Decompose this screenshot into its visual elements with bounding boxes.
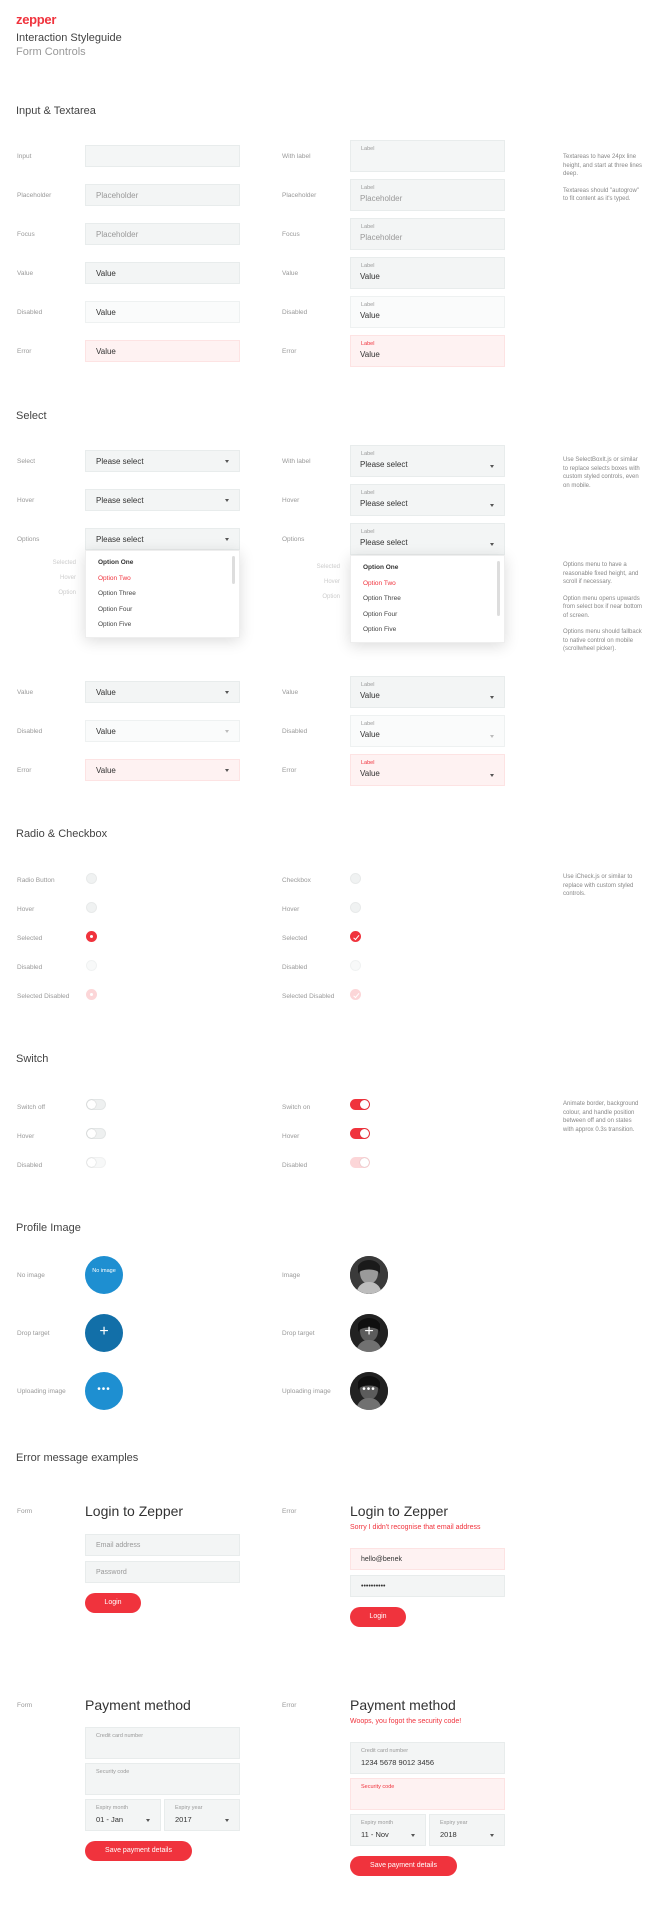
labelled-value-field[interactable] (350, 257, 505, 289)
avatar-uploading[interactable] (85, 1372, 123, 1410)
note: Textareas to have 24px line height, and start at three lines deep. (563, 154, 643, 177)
select-value: Please select (96, 457, 144, 466)
labelled-disabled-field (350, 296, 505, 328)
note: Textareas should "autogrow" to fit content as it's typed. (563, 187, 639, 202)
switch-off-disabled (86, 1157, 106, 1168)
expiry-year-select[interactable] (164, 1799, 240, 1831)
select-value: 01 - Jan (96, 1815, 124, 1824)
option-state-label: Option (58, 590, 76, 596)
option-item[interactable]: Option Two (98, 574, 131, 582)
expiry-month-select[interactable] (85, 1799, 161, 1831)
switch-label: Disabled (282, 1162, 308, 1169)
select-value: Value (96, 727, 116, 736)
section-title-radio: Radio & Checkbox (16, 828, 108, 840)
input-label: Input (17, 153, 32, 160)
labelled-select-box-disabled (350, 715, 505, 747)
caret-down-icon (225, 1819, 229, 1822)
upload-overlay (350, 1372, 388, 1410)
example-label: Error (282, 1702, 297, 1709)
select-box-value[interactable] (85, 681, 240, 703)
checkbox-label: Selected (282, 935, 308, 942)
email-field-error[interactable]: hello@benek (350, 1548, 505, 1570)
note: Option menu opens upwards from select box if near bottom of screen. (563, 595, 643, 619)
login-button[interactable]: Login (350, 1607, 406, 1627)
field-label: Credit card number (96, 1733, 144, 1739)
checkbox-label: Hover (282, 906, 300, 913)
field-label: Label (361, 451, 375, 457)
caret-down-icon (225, 769, 229, 772)
caret-down-icon (225, 499, 229, 502)
radio-button-disabled (86, 960, 97, 971)
select-label: Options (17, 536, 40, 543)
caret-down-icon (146, 1819, 150, 1822)
caret-down-icon (490, 504, 494, 507)
field-label: Label (361, 263, 375, 269)
section-title-errors: Error message examples (16, 1452, 139, 1464)
select-value: Value (360, 769, 380, 778)
select-label: Error (282, 767, 297, 774)
select-value: Value (360, 730, 380, 739)
error-message: Sorry I didn't recognise that email address (350, 1524, 481, 1531)
field-label: Label (361, 721, 375, 727)
error-message: Woops, you fogot the security code! (350, 1718, 462, 1725)
labelled-input-field[interactable] (350, 140, 505, 172)
option-item[interactable]: Option Four (98, 605, 133, 613)
note: Use SelectBoxIt.js or similar to replace selects boxes with custom styled controls, even on mobile. (563, 457, 640, 489)
select-label: Value (17, 689, 34, 696)
radio-label: Selected Disabled (17, 993, 70, 1000)
email-field[interactable]: Email address (85, 1534, 240, 1556)
field-value: Value (360, 311, 380, 320)
no-image-text: No image (92, 1268, 116, 1274)
select-box[interactable] (85, 450, 240, 472)
profile-label: Drop target (282, 1330, 315, 1337)
checkbox-label: Checkbox (282, 877, 311, 884)
switch-off-hover[interactable] (86, 1128, 106, 1139)
radio-button[interactable] (86, 873, 97, 884)
radio-label: Radio Button (17, 877, 55, 884)
labelled-select-box[interactable] (350, 445, 505, 477)
input-label: Value (282, 270, 299, 277)
field-label: Security code (361, 1784, 395, 1790)
option-item[interactable]: Option Four (363, 610, 398, 618)
page-title: Interaction Styleguide (16, 32, 122, 44)
field-label: Label (361, 682, 375, 688)
password-field[interactable]: Password (85, 1561, 240, 1583)
brand-logo: zepper (16, 12, 57, 27)
input-label: Focus (17, 231, 35, 238)
loading-dots-icon: ••• (97, 1384, 111, 1395)
radio-note (563, 873, 643, 907)
section-title-switch: Switch (16, 1053, 49, 1065)
checkbox-selected-disabled (350, 989, 361, 1000)
switch-label: Switch on (282, 1104, 311, 1111)
example-label: Form (17, 1508, 33, 1515)
input-label: Disabled (282, 309, 308, 316)
field-value: 1234 5678 9012 3456 (361, 1758, 434, 1767)
select-label: Disabled (17, 728, 43, 735)
radio-button-hover[interactable] (86, 902, 97, 913)
option-item[interactable]: Option Five (363, 626, 397, 633)
select-label: Hover (282, 497, 300, 504)
section-title-input: Input & Textarea (16, 105, 96, 117)
note: Use iCheck.js or similar to replace with custom styled controls. (563, 874, 634, 897)
radio-button-selected[interactable] (86, 931, 97, 942)
select-value: 2017 (175, 1815, 192, 1824)
input-label: Error (17, 348, 32, 355)
login-title: Login to Zepper (85, 1503, 184, 1519)
switch-label: Disabled (17, 1162, 43, 1169)
option-item[interactable]: Option Three (98, 590, 136, 597)
caret-down-icon (490, 735, 494, 738)
avatar-image[interactable] (350, 1256, 388, 1294)
field-label: Credit card number (361, 1748, 409, 1754)
input-label: Placeholder (282, 192, 317, 199)
security-code-field-error[interactable] (350, 1778, 505, 1810)
select-box-disabled (85, 720, 240, 742)
field-label: Label (361, 760, 375, 766)
option-state-label: Hover (323, 579, 340, 585)
drop-overlay (350, 1314, 388, 1352)
menu-scrollbar[interactable] (232, 556, 235, 584)
avatar-image-uploading[interactable] (350, 1372, 388, 1410)
checkbox-disabled (350, 960, 361, 971)
page-subtitle: Form Controls (16, 46, 86, 58)
option-item[interactable]: Option Three (363, 595, 401, 602)
labelled-select-box-value[interactable] (350, 676, 505, 708)
option-item[interactable]: Option One (363, 564, 399, 571)
input-label: Placeholder (17, 192, 52, 199)
labelled-select-box-open[interactable] (350, 523, 505, 555)
labelled-placeholder-field[interactable] (350, 179, 505, 211)
select-notes-2 (563, 561, 643, 662)
select-label: Options (282, 536, 305, 543)
avatar-no-image[interactable] (85, 1256, 123, 1294)
loading-dots-icon: ••• (362, 1384, 376, 1395)
profile-label: Uploading image (282, 1388, 331, 1395)
example-label: Error (282, 1508, 297, 1515)
field-value: Placeholder (360, 233, 403, 242)
caret-down-icon (225, 730, 229, 733)
option-state-label: Hover (59, 575, 76, 581)
profile-label: Drop target (17, 1330, 50, 1337)
profile-label: No image (17, 1272, 45, 1279)
caret-down-icon (490, 696, 494, 699)
focus-field[interactable]: Placeholder (85, 223, 240, 245)
switch-label: Switch off (17, 1104, 46, 1111)
field-label: Security code (96, 1769, 130, 1775)
error-field[interactable]: Value (85, 340, 240, 362)
portrait-photo-icon (350, 1256, 388, 1294)
labelled-options-menu (350, 555, 505, 643)
field-value: Placeholder (360, 194, 403, 203)
option-item[interactable]: Option Two (363, 579, 396, 587)
select-note-1 (563, 456, 643, 498)
field-label: Label (361, 146, 375, 152)
switch-label: Hover (17, 1133, 35, 1140)
caret-down-icon (490, 543, 494, 546)
input-notes (563, 153, 643, 212)
input-label: Value (17, 270, 34, 277)
select-value: Please select (360, 538, 408, 547)
options-menu (85, 550, 240, 638)
input-label: Error (282, 348, 297, 355)
radio-button-selected-disabled (86, 989, 97, 1000)
input-label: Disabled (17, 309, 43, 316)
profile-label: Image (282, 1272, 301, 1279)
field-label: Label (361, 529, 375, 535)
switch-note (563, 1100, 643, 1142)
note: Options menu to have a reasonable fixed height, and scroll if necessary. (563, 562, 639, 585)
field-value: Value (360, 272, 380, 281)
switch-on-disabled (350, 1157, 370, 1168)
select-label: Disabled (282, 728, 308, 735)
labelled-error-field[interactable] (350, 335, 505, 367)
example-label: Form (17, 1702, 33, 1709)
caret-down-icon (225, 460, 229, 463)
payment-title: Payment method (85, 1697, 191, 1713)
section-title-select: Select (16, 410, 47, 422)
caret-down-icon (225, 691, 229, 694)
select-label: With label (282, 458, 311, 465)
card-number-field[interactable] (350, 1742, 505, 1774)
password-field[interactable]: •••••••••• (350, 1575, 505, 1597)
checkbox-label: Disabled (282, 964, 308, 971)
payment-title: Payment method (350, 1697, 456, 1713)
labelled-select-box-hover[interactable] (350, 484, 505, 516)
select-box-hover[interactable] (85, 489, 240, 511)
select-value: 2018 (440, 1830, 457, 1839)
caret-down-icon (411, 1834, 415, 1837)
caret-down-icon (490, 465, 494, 468)
plus-icon: + (99, 1323, 109, 1340)
section-title-profile: Profile Image (16, 1222, 81, 1234)
select-box-open[interactable] (85, 528, 240, 550)
field-label: Label (361, 490, 375, 496)
checkbox-label: Selected Disabled (282, 993, 335, 1000)
select-value: Please select (96, 535, 144, 544)
select-value: Value (360, 691, 380, 700)
caret-down-icon (490, 1834, 494, 1837)
caret-down-icon (490, 774, 494, 777)
field-label: Label (361, 224, 375, 230)
field-label: Expiry month (96, 1805, 129, 1811)
field-label: Label (361, 302, 375, 308)
profile-label: Uploading image (17, 1388, 66, 1395)
checkbox-hover[interactable] (350, 902, 361, 913)
switch-on[interactable] (350, 1099, 370, 1110)
switch-label: Hover (282, 1133, 300, 1140)
select-label: Hover (17, 497, 35, 504)
labelled-focus-field[interactable] (350, 218, 505, 250)
menu-scrollbar[interactable] (497, 561, 500, 616)
select-box-error[interactable] (85, 759, 240, 781)
option-item[interactable]: Option Five (98, 621, 132, 628)
placeholder-field[interactable]: Placeholder (85, 184, 240, 206)
select-value: Please select (360, 499, 408, 508)
select-value: Value (96, 688, 116, 697)
checkbox-selected[interactable] (350, 931, 361, 942)
field-label: Expiry month (361, 1820, 394, 1826)
card-number-field[interactable] (85, 1727, 240, 1759)
expiry-month-select[interactable] (350, 1814, 426, 1846)
login-title: Login to Zepper (350, 1503, 449, 1519)
login-button[interactable]: Login (85, 1593, 141, 1613)
option-item[interactable]: Option One (98, 559, 134, 566)
option-state-label: Selected (52, 560, 76, 566)
select-label: Select (17, 458, 36, 465)
save-payment-button[interactable]: Save payment details (85, 1841, 192, 1861)
select-value: Value (96, 766, 116, 775)
checkbox[interactable] (350, 873, 361, 884)
select-value: Please select (360, 460, 408, 469)
avatar-drop-target[interactable] (85, 1314, 123, 1352)
note: Animate border, background colour, and handle position between off and on states with approx 0.3s transition. (563, 1101, 639, 1133)
security-code-field[interactable] (85, 1763, 240, 1795)
input-label: With label (282, 153, 311, 160)
caret-down-icon (225, 538, 229, 541)
switch-off[interactable] (86, 1099, 106, 1110)
select-label: Value (282, 689, 299, 696)
note: Options menu should fallback to native control on mobile (scrollwheel picker). (563, 629, 642, 652)
input-label: Focus (282, 231, 300, 238)
labelled-select-box-error[interactable] (350, 754, 505, 786)
select-label: Error (17, 767, 32, 774)
radio-label: Disabled (17, 964, 43, 971)
plus-icon: + (364, 1323, 374, 1340)
field-value: Value (360, 350, 380, 359)
select-value: 11 - Nov (361, 1830, 389, 1839)
radio-label: Selected (17, 935, 43, 942)
disabled-field: Value (85, 301, 240, 323)
field-label: Expiry year (175, 1805, 203, 1811)
select-value: Please select (96, 496, 144, 505)
expiry-year-select[interactable] (429, 1814, 505, 1846)
avatar-image-drop-target[interactable] (350, 1314, 388, 1352)
value-field[interactable]: Value (85, 262, 240, 284)
option-state-label: Option (322, 594, 340, 600)
input-field[interactable] (85, 145, 240, 167)
field-label: Label (361, 341, 375, 347)
field-label: Expiry year (440, 1820, 468, 1826)
option-state-label: Selected (316, 564, 340, 570)
save-payment-button[interactable]: Save payment details (350, 1856, 457, 1876)
field-label: Label (361, 185, 375, 191)
switch-on-hover[interactable] (350, 1128, 370, 1139)
radio-label: Hover (17, 906, 35, 913)
